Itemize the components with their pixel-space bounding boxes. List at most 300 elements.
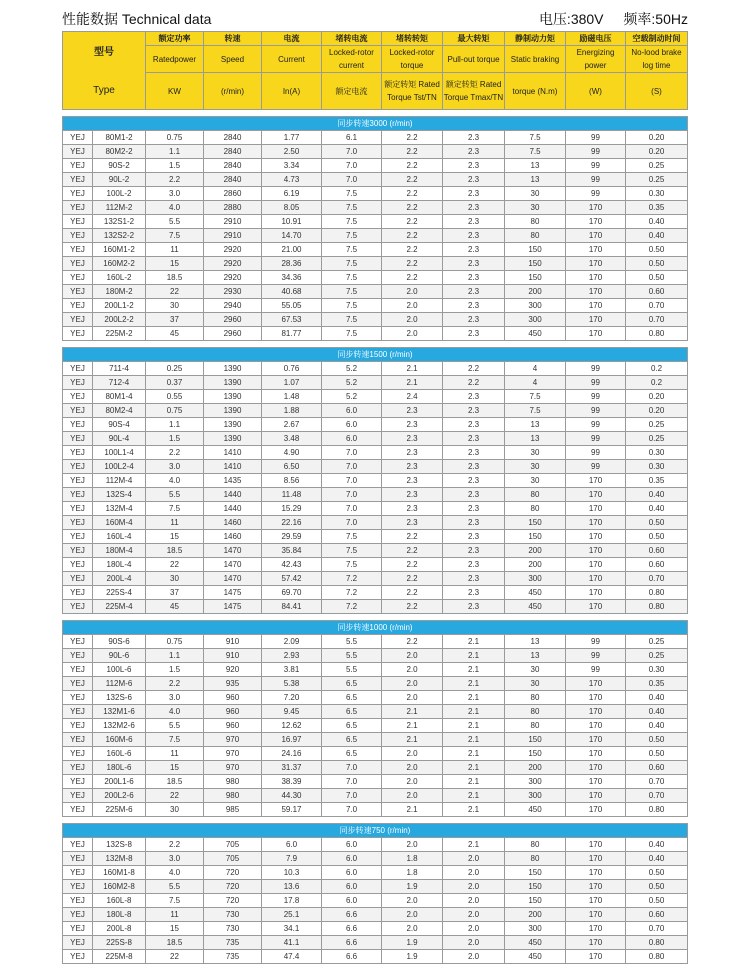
cell-locked-torque: 2.1 [382, 733, 443, 747]
cell-energizing-power: 170 [566, 789, 626, 803]
cell-series: YEJ [63, 418, 93, 432]
cell-power: 22 [146, 789, 204, 803]
cell-locked-torque: 2.0 [382, 299, 443, 313]
cell-braking-torque: 200 [505, 544, 566, 558]
cell-series: YEJ [63, 649, 93, 663]
cell-brake-time: 0.70 [626, 775, 688, 789]
title-en: Technical data [121, 11, 212, 27]
table-row [63, 761, 688, 775]
cell-model: 712-4 [93, 376, 146, 390]
cell-energizing-power: 170 [566, 474, 626, 488]
cell-energizing-power: 170 [566, 229, 626, 243]
cell-brake-time: 0.60 [626, 761, 688, 775]
cell-braking-torque: 300 [505, 572, 566, 586]
cell-brake-time: 0.20 [626, 390, 688, 404]
cell-series: YEJ [63, 173, 93, 187]
cell-speed: 2840 [204, 159, 262, 173]
cell-energizing-power: 170 [566, 271, 626, 285]
cell-pullout-torque: 2.3 [443, 600, 505, 614]
cell-pullout-torque: 2.3 [443, 474, 505, 488]
cell-speed: 970 [204, 761, 262, 775]
cell-pullout-torque: 2.0 [443, 908, 505, 922]
cell-power: 11 [146, 747, 204, 761]
cell-locked-torque: 1.9 [382, 880, 443, 894]
cell-brake-time: 0.50 [626, 733, 688, 747]
cell-current: 55.05 [262, 299, 322, 313]
cell-locked-current: 7.5 [322, 313, 382, 327]
cell-braking-torque: 150 [505, 880, 566, 894]
table-row [63, 159, 688, 173]
cell-series: YEJ [63, 145, 93, 159]
cell-locked-torque: 2.0 [382, 894, 443, 908]
section-gap-cell [63, 817, 688, 824]
cell-current: 31.37 [262, 761, 322, 775]
cell-braking-torque: 450 [505, 936, 566, 950]
cell-brake-time: 0.25 [626, 635, 688, 649]
cell-energizing-power: 170 [566, 530, 626, 544]
cell-power: 7.5 [146, 733, 204, 747]
cell-series: YEJ [63, 432, 93, 446]
cell-locked-torque: 2.2 [382, 600, 443, 614]
cell-current: 7.9 [262, 852, 322, 866]
cell-brake-time: 0.80 [626, 586, 688, 600]
cell-locked-current: 7.0 [322, 516, 382, 530]
cell-speed: 935 [204, 677, 262, 691]
cell-speed: 730 [204, 908, 262, 922]
cell-current: 59.17 [262, 803, 322, 817]
cell-energizing-power: 170 [566, 544, 626, 558]
cell-series: YEJ [63, 299, 93, 313]
table-row [63, 922, 688, 936]
cell-brake-time: 0.40 [626, 719, 688, 733]
header-cn-energizing: 励磁电压 [566, 32, 626, 46]
cell-current: 40.68 [262, 285, 322, 299]
cell-braking-torque: 80 [505, 488, 566, 502]
cell-series: YEJ [63, 390, 93, 404]
cell-energizing-power: 99 [566, 376, 626, 390]
cell-current: 8.56 [262, 474, 322, 488]
cell-model: 180M-4 [93, 544, 146, 558]
header-en-speed: Speed [204, 46, 262, 73]
cell-current: 14.70 [262, 229, 322, 243]
header-unit-nm: torque (N.m) [505, 73, 566, 110]
cell-current: 1.88 [262, 404, 322, 418]
table-row [63, 880, 688, 894]
table-row [63, 852, 688, 866]
cell-energizing-power: 170 [566, 866, 626, 880]
cell-locked-current: 7.2 [322, 586, 382, 600]
cell-energizing-power: 170 [566, 719, 626, 733]
cell-current: 24.16 [262, 747, 322, 761]
cell-current: 2.50 [262, 145, 322, 159]
cell-brake-time: 0.20 [626, 145, 688, 159]
cell-locked-current: 6.0 [322, 866, 382, 880]
cell-power: 3.0 [146, 852, 204, 866]
cell-locked-current: 7.5 [322, 243, 382, 257]
cell-locked-torque: 2.3 [382, 418, 443, 432]
cell-pullout-torque: 2.0 [443, 852, 505, 866]
cell-braking-torque: 150 [505, 271, 566, 285]
cell-brake-time: 0.50 [626, 516, 688, 530]
cell-locked-torque: 2.2 [382, 187, 443, 201]
table-row [63, 544, 688, 558]
section-gap [63, 817, 688, 824]
cell-pullout-torque: 2.1 [443, 719, 505, 733]
cell-speed: 1475 [204, 586, 262, 600]
cell-speed: 1390 [204, 376, 262, 390]
cell-power: 7.5 [146, 502, 204, 516]
cell-pullout-torque: 2.3 [443, 187, 505, 201]
cell-model: 200L1-6 [93, 775, 146, 789]
cell-power: 45 [146, 600, 204, 614]
table-row [63, 257, 688, 271]
cell-energizing-power: 99 [566, 145, 626, 159]
table-row [63, 558, 688, 572]
cell-braking-torque: 80 [505, 691, 566, 705]
cell-locked-torque: 2.2 [382, 586, 443, 600]
cell-braking-torque: 80 [505, 838, 566, 852]
header-model-cn: 型号 [63, 32, 146, 73]
table-row [63, 649, 688, 663]
table-row [63, 635, 688, 649]
cell-series: YEJ [63, 803, 93, 817]
cell-current: 44.30 [262, 789, 322, 803]
cell-current: 7.20 [262, 691, 322, 705]
page-header [62, 8, 688, 30]
cell-braking-torque: 300 [505, 922, 566, 936]
table-row [63, 446, 688, 460]
cell-model: 112M-4 [93, 474, 146, 488]
cell-brake-time: 0.70 [626, 789, 688, 803]
cell-speed: 970 [204, 733, 262, 747]
cell-series: YEJ [63, 516, 93, 530]
cell-current: 8.05 [262, 201, 322, 215]
cell-speed: 1470 [204, 572, 262, 586]
cell-series: YEJ [63, 572, 93, 586]
cell-power: 15 [146, 257, 204, 271]
cell-braking-torque: 150 [505, 747, 566, 761]
cell-model: 225M-2 [93, 327, 146, 341]
cell-energizing-power: 170 [566, 600, 626, 614]
cell-speed: 1410 [204, 460, 262, 474]
cell-brake-time: 0.60 [626, 544, 688, 558]
cell-series: YEJ [63, 187, 93, 201]
cell-series: YEJ [63, 775, 93, 789]
table-row [63, 572, 688, 586]
table-row [63, 271, 688, 285]
cell-speed: 2920 [204, 271, 262, 285]
cell-speed: 1390 [204, 362, 262, 376]
cell-brake-time: 0.60 [626, 285, 688, 299]
cell-energizing-power: 170 [566, 705, 626, 719]
cell-locked-torque: 2.2 [382, 243, 443, 257]
cell-power: 0.37 [146, 376, 204, 390]
cell-series: YEJ [63, 880, 93, 894]
cell-pullout-torque: 2.3 [443, 390, 505, 404]
cell-brake-time: 0.60 [626, 908, 688, 922]
section-header [63, 824, 688, 838]
cell-braking-torque: 450 [505, 327, 566, 341]
cell-locked-torque: 2.3 [382, 446, 443, 460]
cell-braking-torque: 7.5 [505, 404, 566, 418]
technical-data-table [62, 31, 688, 964]
cell-series: YEJ [63, 243, 93, 257]
header-en-static-braking: Static braking [505, 46, 566, 73]
cell-locked-current: 6.6 [322, 922, 382, 936]
cell-locked-current: 7.5 [322, 229, 382, 243]
cell-locked-torque: 2.0 [382, 775, 443, 789]
cell-braking-torque: 7.5 [505, 131, 566, 145]
cell-pullout-torque: 2.0 [443, 894, 505, 908]
cell-locked-torque: 2.2 [382, 229, 443, 243]
cell-pullout-torque: 2.3 [443, 131, 505, 145]
cell-brake-time: 0.50 [626, 243, 688, 257]
cell-speed: 2940 [204, 299, 262, 313]
cell-braking-torque: 30 [505, 663, 566, 677]
cell-power: 15 [146, 922, 204, 936]
cell-power: 0.75 [146, 131, 204, 145]
cell-model: 200L-4 [93, 572, 146, 586]
table-row [63, 362, 688, 376]
cell-model: 180L-8 [93, 908, 146, 922]
cell-locked-current: 6.6 [322, 936, 382, 950]
cell-series: YEJ [63, 719, 93, 733]
cell-power: 11 [146, 908, 204, 922]
cell-current: 2.09 [262, 635, 322, 649]
cell-series: YEJ [63, 446, 93, 460]
header-unit-rpm: (r/min) [204, 73, 262, 110]
cell-brake-time: 0.80 [626, 803, 688, 817]
cell-current: 34.1 [262, 922, 322, 936]
cell-current: 12.62 [262, 719, 322, 733]
cell-braking-torque: 150 [505, 894, 566, 908]
cell-locked-current: 7.5 [322, 187, 382, 201]
cell-model: 160M2-2 [93, 257, 146, 271]
header-en-pullout-torque: Pull-out torque [443, 46, 505, 73]
cell-pullout-torque: 2.3 [443, 145, 505, 159]
cell-locked-torque: 2.0 [382, 908, 443, 922]
cell-pullout-torque: 2.3 [443, 285, 505, 299]
cell-pullout-torque: 2.1 [443, 663, 505, 677]
section-header [63, 117, 688, 131]
header-en-locked-current: Locked-rotor current [322, 46, 382, 73]
cell-current: 2.67 [262, 418, 322, 432]
cell-locked-current: 5.2 [322, 376, 382, 390]
cell-speed: 2840 [204, 131, 262, 145]
cell-locked-current: 7.0 [322, 775, 382, 789]
cell-pullout-torque: 2.3 [443, 530, 505, 544]
cell-power: 18.5 [146, 775, 204, 789]
cell-model: 160L-4 [93, 530, 146, 544]
cell-model: 132M-8 [93, 852, 146, 866]
cell-power: 2.2 [146, 173, 204, 187]
cell-power: 4.0 [146, 866, 204, 880]
cell-braking-torque: 4 [505, 376, 566, 390]
cell-speed: 980 [204, 775, 262, 789]
cell-model: 180M-2 [93, 285, 146, 299]
cell-locked-torque: 2.2 [382, 159, 443, 173]
section-gap-cell [63, 110, 688, 117]
cell-model: 100L2-4 [93, 460, 146, 474]
cell-brake-time: 0.40 [626, 229, 688, 243]
cell-pullout-torque: 2.1 [443, 789, 505, 803]
title-cn: 性能数据 [62, 11, 118, 27]
cell-locked-torque: 2.2 [382, 271, 443, 285]
cell-power: 3.0 [146, 187, 204, 201]
cell-speed: 960 [204, 691, 262, 705]
section-gap [63, 110, 688, 117]
cell-locked-current: 7.0 [322, 502, 382, 516]
table-row [63, 894, 688, 908]
cell-braking-torque: 150 [505, 516, 566, 530]
cell-series: YEJ [63, 691, 93, 705]
cell-locked-torque: 2.0 [382, 838, 443, 852]
cell-locked-torque: 1.9 [382, 950, 443, 964]
header-cn-current: 电流 [262, 32, 322, 46]
cell-series: YEJ [63, 936, 93, 950]
cell-current: 17.8 [262, 894, 322, 908]
cell-brake-time: 0.30 [626, 446, 688, 460]
cell-locked-current: 7.5 [322, 215, 382, 229]
cell-locked-current: 6.0 [322, 838, 382, 852]
table-row [63, 145, 688, 159]
table-row [63, 600, 688, 614]
cell-locked-current: 7.2 [322, 572, 382, 586]
cell-pullout-torque: 2.1 [443, 838, 505, 852]
cell-power: 0.55 [146, 390, 204, 404]
cell-locked-torque: 2.0 [382, 761, 443, 775]
cell-model: 180L-4 [93, 558, 146, 572]
table-row [63, 516, 688, 530]
table-row [63, 215, 688, 229]
cell-brake-time: 0.50 [626, 880, 688, 894]
cell-energizing-power: 170 [566, 285, 626, 299]
cell-model: 100L-6 [93, 663, 146, 677]
cell-energizing-power: 99 [566, 446, 626, 460]
cell-speed: 730 [204, 922, 262, 936]
cell-speed: 705 [204, 852, 262, 866]
cell-power: 7.5 [146, 229, 204, 243]
table-row [63, 173, 688, 187]
cell-speed: 735 [204, 936, 262, 950]
cell-model: 160M1-2 [93, 243, 146, 257]
cell-speed: 2840 [204, 173, 262, 187]
cell-energizing-power: 170 [566, 586, 626, 600]
cell-pullout-torque: 2.3 [443, 418, 505, 432]
cell-locked-current: 6.0 [322, 880, 382, 894]
cell-series: YEJ [63, 474, 93, 488]
cell-energizing-power: 170 [566, 257, 626, 271]
cell-model: 80M1-4 [93, 390, 146, 404]
cell-pullout-torque: 2.3 [443, 271, 505, 285]
cell-power: 37 [146, 313, 204, 327]
header-en-brake-time: No-lood brake log time [626, 46, 688, 73]
cell-energizing-power: 170 [566, 838, 626, 852]
cell-speed: 910 [204, 635, 262, 649]
table-row [63, 866, 688, 880]
cell-power: 0.75 [146, 635, 204, 649]
cell-model: 90L-6 [93, 649, 146, 663]
cell-series: YEJ [63, 285, 93, 299]
cell-locked-torque: 2.1 [382, 719, 443, 733]
cell-energizing-power: 170 [566, 747, 626, 761]
header-cn-pullout-torque: 最大转矩 [443, 32, 505, 46]
cell-locked-current: 7.0 [322, 460, 382, 474]
cell-energizing-power: 99 [566, 131, 626, 145]
header-cn-rated-power: 额定功率 [146, 32, 204, 46]
cell-pullout-torque: 2.3 [443, 215, 505, 229]
cell-energizing-power: 170 [566, 327, 626, 341]
cell-power: 2.2 [146, 677, 204, 691]
cell-locked-current: 7.0 [322, 488, 382, 502]
cell-model: 160L-8 [93, 894, 146, 908]
cell-speed: 2910 [204, 215, 262, 229]
cell-brake-time: 0.25 [626, 649, 688, 663]
cell-energizing-power: 99 [566, 649, 626, 663]
cell-locked-current: 6.6 [322, 908, 382, 922]
cell-braking-torque: 200 [505, 761, 566, 775]
cell-pullout-torque: 2.1 [443, 747, 505, 761]
cell-model: 132M1-6 [93, 705, 146, 719]
cell-brake-time: 0.40 [626, 691, 688, 705]
table-row [63, 131, 688, 145]
cell-model: 160M-4 [93, 516, 146, 530]
table-row [63, 936, 688, 950]
cell-brake-time: 0.30 [626, 663, 688, 677]
cell-brake-time: 0.40 [626, 705, 688, 719]
cell-brake-time: 0.40 [626, 838, 688, 852]
cell-speed: 1390 [204, 418, 262, 432]
cell-locked-torque: 2.2 [382, 572, 443, 586]
cell-braking-torque: 150 [505, 257, 566, 271]
cell-braking-torque: 80 [505, 719, 566, 733]
cell-speed: 2860 [204, 187, 262, 201]
cell-pullout-torque: 2.2 [443, 376, 505, 390]
cell-energizing-power: 170 [566, 572, 626, 586]
cell-current: 9.45 [262, 705, 322, 719]
cell-model: 160M-6 [93, 733, 146, 747]
cell-model: 112M-2 [93, 201, 146, 215]
cell-energizing-power: 170 [566, 691, 626, 705]
cell-series: YEJ [63, 313, 93, 327]
cell-locked-torque: 1.8 [382, 852, 443, 866]
cell-pullout-torque: 2.1 [443, 677, 505, 691]
table-row [63, 418, 688, 432]
cell-speed: 720 [204, 880, 262, 894]
cell-series: YEJ [63, 327, 93, 341]
cell-locked-torque: 2.0 [382, 649, 443, 663]
table-row [63, 460, 688, 474]
cell-brake-time: 0.80 [626, 950, 688, 964]
cell-locked-torque: 2.4 [382, 390, 443, 404]
cell-series: YEJ [63, 733, 93, 747]
cell-pullout-torque: 2.3 [443, 404, 505, 418]
cell-locked-torque: 2.0 [382, 327, 443, 341]
cell-brake-time: 0.25 [626, 159, 688, 173]
cell-locked-torque: 2.2 [382, 635, 443, 649]
cell-braking-torque: 450 [505, 803, 566, 817]
cell-speed: 910 [204, 649, 262, 663]
cell-current: 5.38 [262, 677, 322, 691]
cell-power: 37 [146, 586, 204, 600]
cell-locked-torque: 2.1 [382, 803, 443, 817]
cell-speed: 2920 [204, 243, 262, 257]
cell-locked-current: 6.1 [322, 131, 382, 145]
cell-series: YEJ [63, 460, 93, 474]
cell-series: YEJ [63, 257, 93, 271]
table-row [63, 733, 688, 747]
table-row [63, 376, 688, 390]
